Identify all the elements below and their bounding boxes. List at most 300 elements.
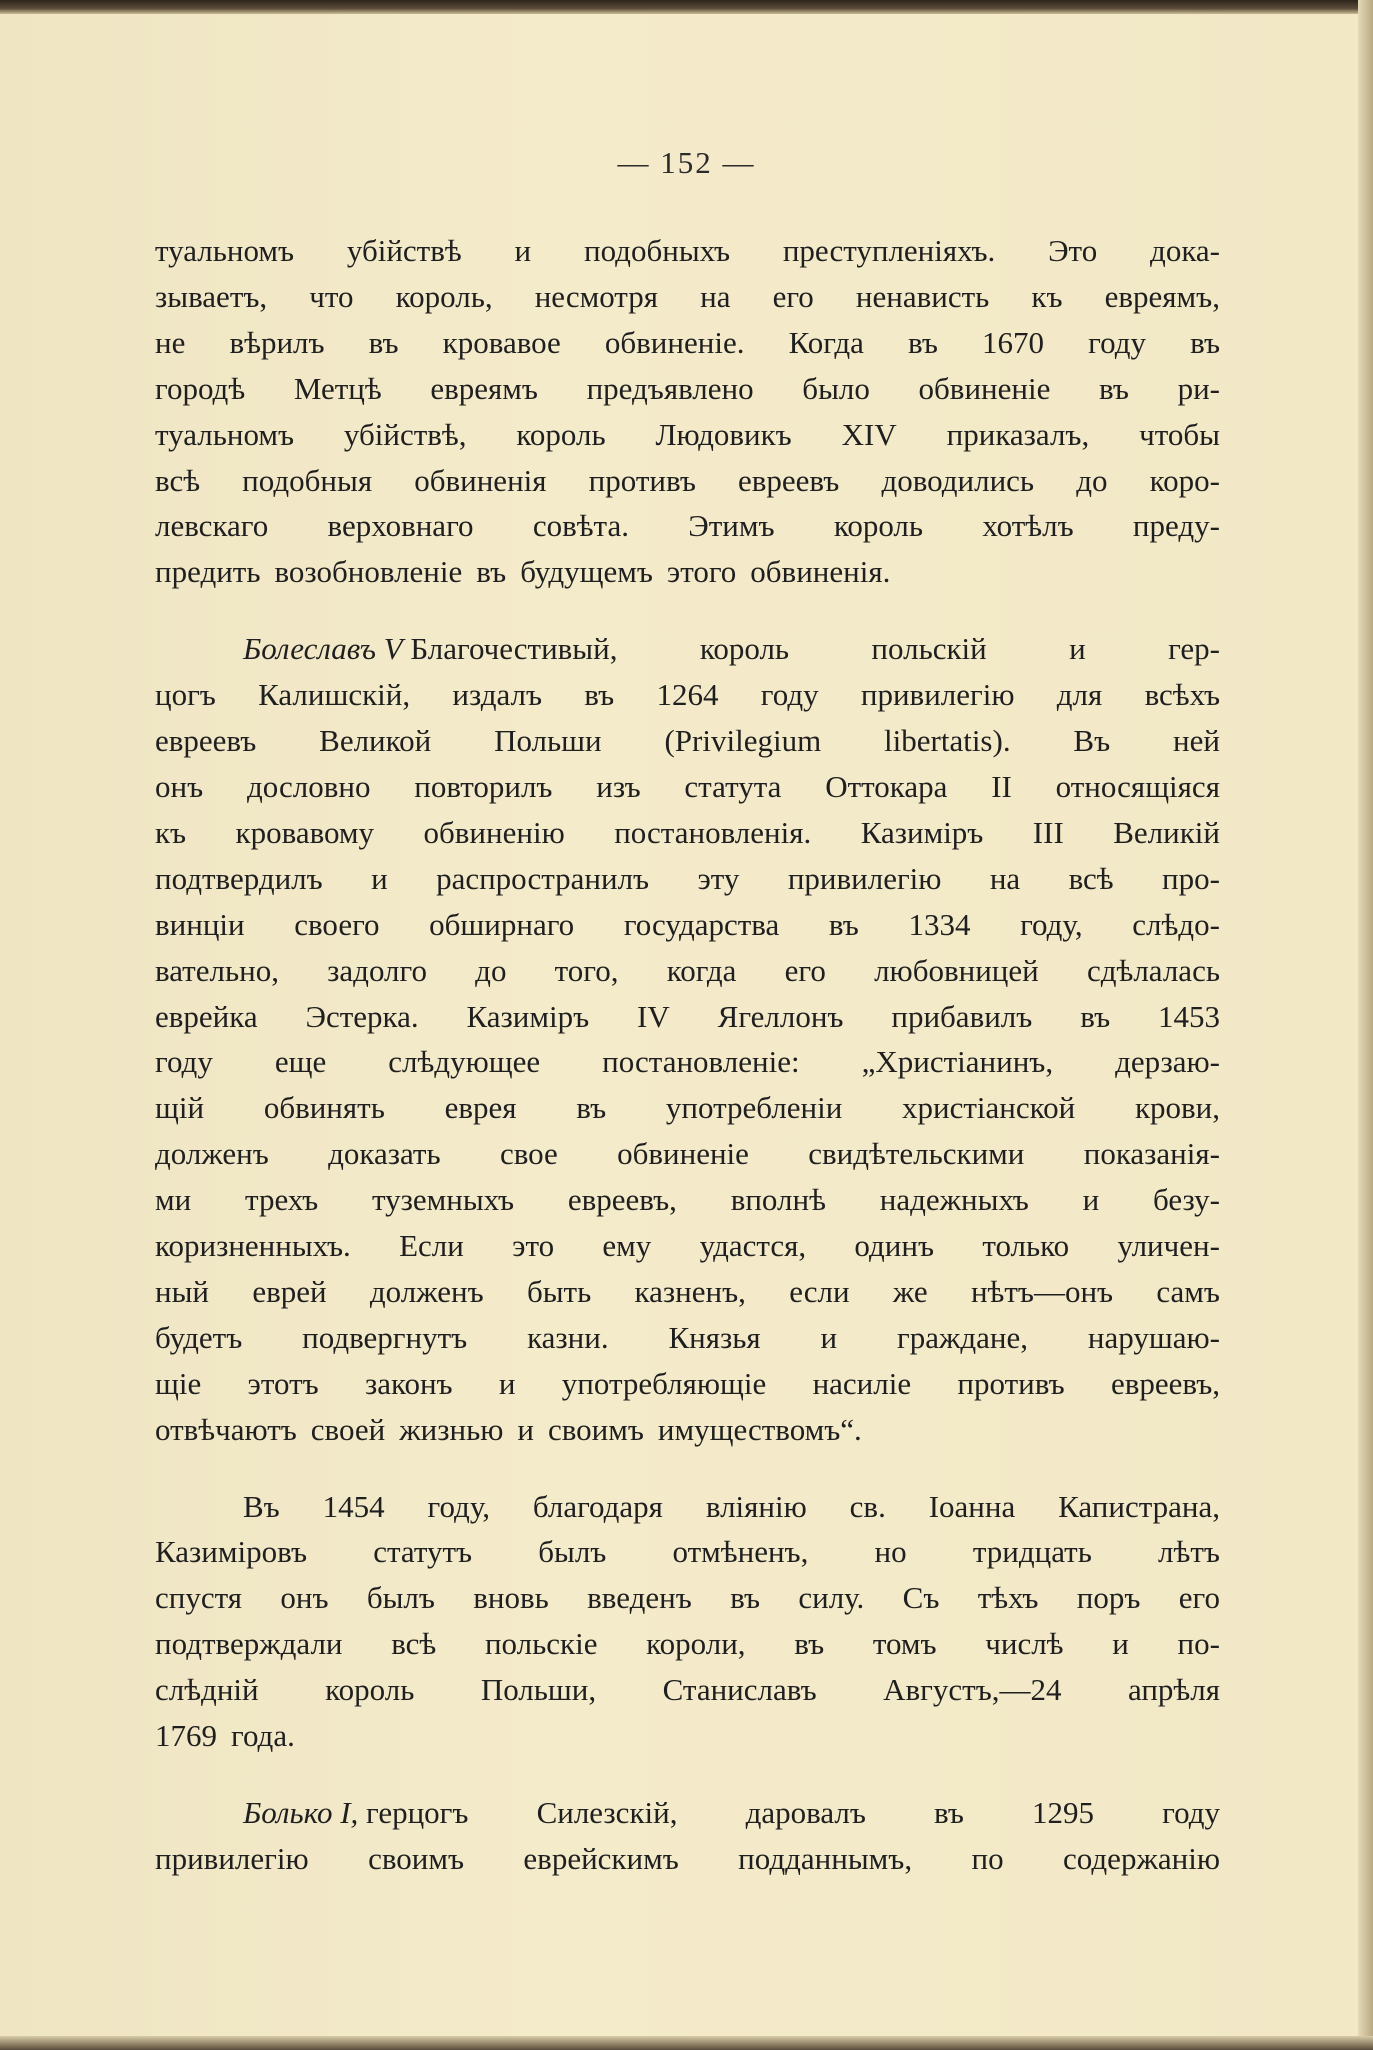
word-group — [155, 1790, 468, 1836]
word: безу- — [1153, 1182, 1220, 1218]
text-line — [155, 1667, 1220, 1713]
word: жизнью — [399, 1411, 504, 1447]
word: подобныя — [242, 462, 373, 498]
word: въ — [584, 677, 615, 713]
word: отвѣчаютъ — [155, 1411, 297, 1447]
word: привилегію — [155, 1840, 309, 1876]
word: и — [498, 1365, 516, 1401]
word: когда — [666, 952, 737, 988]
word: уличен- — [1117, 1228, 1220, 1264]
word: на — [700, 278, 731, 314]
word: долженъ — [369, 1273, 484, 1309]
word: въ — [730, 1580, 760, 1616]
word: обвиненіе — [617, 1136, 749, 1172]
word: вполнѣ — [730, 1182, 826, 1218]
word: Людовикъ — [655, 416, 792, 452]
word: коро- — [1149, 462, 1220, 498]
word: и — [371, 860, 388, 896]
word: Метцѣ — [293, 370, 382, 406]
text-line — [155, 718, 1220, 764]
word: если — [789, 1273, 850, 1309]
word: году — [1088, 324, 1146, 360]
word: возобновленіе — [274, 554, 463, 590]
word: евреевъ — [738, 462, 840, 498]
word: самъ — [1156, 1273, 1220, 1309]
word: Если — [399, 1228, 464, 1264]
word: Казиміръ — [466, 998, 590, 1034]
word: распространилъ — [436, 860, 650, 896]
word: противъ — [957, 1365, 1065, 1401]
word: Князья — [668, 1319, 761, 1355]
word: тѣхъ — [977, 1580, 1039, 1616]
word: имуществомъ“. — [657, 1411, 862, 1447]
word: крови, — [1134, 1090, 1220, 1126]
word: этотъ — [247, 1365, 319, 1401]
body-text — [155, 228, 1220, 1882]
word: статутъ — [373, 1534, 473, 1570]
word: XIV — [841, 416, 897, 452]
word: любовницей — [874, 952, 1039, 988]
word: содержанію — [1063, 1840, 1220, 1876]
paragraph-gap — [155, 1759, 1220, 1790]
text-line — [155, 320, 1220, 366]
word: только — [982, 1228, 1070, 1264]
word: поръ — [1076, 1580, 1141, 1616]
text-line — [155, 412, 1220, 458]
text-line — [155, 458, 1220, 504]
word: убійствѣ — [346, 233, 462, 268]
word-group — [155, 626, 617, 672]
page-top-edge — [0, 0, 1373, 14]
text-line — [155, 1315, 1220, 1361]
word: II — [991, 768, 1012, 804]
word: туальномъ — [155, 233, 295, 268]
word: верховнаго — [327, 508, 474, 544]
word: лѣтъ — [1158, 1534, 1220, 1570]
word: и — [1082, 1182, 1100, 1218]
word: Станиславъ — [662, 1672, 817, 1708]
word: вновь — [473, 1580, 549, 1616]
paragraph — [155, 1790, 1220, 1882]
word: Это — [1048, 233, 1098, 268]
word: даровалъ — [745, 1795, 866, 1830]
word: libertatis). — [884, 723, 1011, 759]
word: граждане, — [897, 1319, 1029, 1355]
word: кровавое — [442, 324, 561, 360]
word: до — [475, 952, 507, 988]
word: подвергнутъ — [302, 1319, 468, 1355]
word: левскаго — [155, 508, 269, 544]
word: сдѣлалась — [1086, 952, 1220, 988]
word: было — [802, 370, 870, 406]
word: Въ — [1073, 723, 1111, 759]
word: всѣ — [155, 462, 201, 498]
word: 1454 — [322, 1488, 385, 1524]
word: ный — [155, 1273, 210, 1309]
word: его — [784, 952, 826, 988]
word: постановленіе: — [602, 1044, 800, 1080]
word: 1670 — [982, 324, 1045, 360]
word: св. — [849, 1488, 886, 1524]
word: ненависть — [855, 278, 990, 314]
text-line — [155, 994, 1220, 1040]
word: кровавому — [235, 814, 375, 850]
word: къ — [1031, 278, 1063, 314]
paragraph-gap — [155, 1453, 1220, 1484]
word: цогъ — [155, 677, 216, 713]
word: обвиненіе — [918, 370, 1051, 406]
word: Съ — [902, 1580, 940, 1616]
word: Польши — [494, 723, 602, 759]
text-line — [155, 1790, 1220, 1836]
text-line — [155, 1223, 1220, 1269]
word: что — [309, 278, 354, 314]
word: онъ — [155, 768, 204, 804]
word: дерзаю- — [1115, 1044, 1220, 1080]
paragraph — [155, 626, 1220, 1452]
text-line — [155, 1131, 1220, 1177]
word: и — [820, 1319, 838, 1355]
word: ней — [1172, 723, 1220, 759]
word: въ — [476, 554, 507, 590]
word: нарушаю- — [1087, 1319, 1220, 1355]
word: коризненныхъ. — [155, 1228, 351, 1264]
word: обвиненія. — [750, 554, 891, 590]
word: на — [989, 860, 1021, 896]
word: былъ — [366, 1580, 435, 1616]
text-line — [155, 1085, 1220, 1131]
word: обвинять — [263, 1090, 385, 1126]
word: Великій — [1113, 814, 1220, 850]
word: обвиненію — [423, 814, 565, 850]
word: надежныхъ — [879, 1182, 1029, 1218]
word: король, — [395, 278, 493, 314]
word: же — [892, 1273, 928, 1309]
word: по- — [1177, 1626, 1220, 1662]
word: году, — [427, 1488, 490, 1524]
word: подтверждали — [155, 1626, 343, 1662]
text-line — [155, 764, 1220, 810]
word: издалъ — [452, 677, 543, 713]
word: про- — [1162, 860, 1220, 896]
word: вѣрилъ — [229, 324, 325, 360]
word: показанія- — [1083, 1136, 1220, 1172]
word: предъявлено — [586, 370, 754, 406]
word: христіанской — [902, 1090, 1076, 1126]
word: не — [155, 324, 186, 360]
text-line — [155, 274, 1220, 320]
text-line — [155, 902, 1220, 948]
text-line — [155, 1484, 1220, 1530]
word: въ — [1099, 370, 1129, 406]
text-line — [155, 1407, 1220, 1453]
word: этого — [666, 554, 737, 590]
word: долженъ — [155, 1136, 269, 1172]
word: свое — [499, 1136, 558, 1172]
word: и — [514, 233, 532, 268]
word: Іоанна — [928, 1488, 1016, 1524]
word: изъ — [596, 768, 641, 804]
word: въ — [1190, 324, 1220, 360]
word: въ — [368, 324, 399, 360]
word: (Privilegium — [664, 723, 822, 759]
word: апрѣля — [1127, 1672, 1220, 1708]
text-line — [155, 366, 1220, 412]
word: ри- — [1177, 370, 1220, 406]
word: подтвердилъ — [155, 860, 323, 896]
word: вліянію — [705, 1488, 807, 1524]
word: евреямъ — [430, 370, 538, 406]
word: король — [833, 508, 924, 544]
word: Ягеллонъ — [717, 998, 844, 1034]
word: 1453 — [1158, 998, 1220, 1034]
word: своей — [310, 1411, 386, 1447]
word: его — [772, 278, 814, 314]
word: евреевъ — [155, 723, 257, 759]
word: въ — [934, 1795, 964, 1830]
word: несмотря — [534, 278, 658, 314]
word: Казиміровъ — [155, 1534, 307, 1570]
word: Силезскій, — [536, 1795, 678, 1830]
text-line — [155, 1575, 1220, 1621]
word: всѣ — [1068, 860, 1114, 896]
word: казненъ, — [634, 1273, 746, 1309]
word: до — [1076, 462, 1108, 498]
word: для — [1056, 677, 1103, 713]
word: польскіе — [484, 1626, 598, 1662]
word: прибавилъ — [891, 998, 1033, 1034]
word: нѣтъ—онъ — [970, 1273, 1114, 1309]
text-line — [155, 228, 1220, 274]
word: постановленія. — [614, 814, 812, 850]
word: Великой — [319, 723, 432, 759]
word: трехъ — [245, 1182, 319, 1218]
word: подданнымъ, — [738, 1840, 913, 1876]
word: своимъ — [368, 1840, 464, 1876]
word: законъ — [364, 1365, 453, 1401]
word: польскій — [871, 631, 987, 667]
word: по — [971, 1840, 1004, 1876]
word: его — [1178, 1580, 1220, 1616]
word: и — [1112, 1626, 1129, 1662]
word: еврей — [252, 1273, 327, 1309]
word: евреевъ, — [1110, 1365, 1220, 1401]
text-line — [155, 810, 1220, 856]
word: доказать — [328, 1136, 441, 1172]
word: числѣ — [985, 1626, 1064, 1662]
word: благодаря — [532, 1488, 663, 1524]
word: году — [1162, 1795, 1220, 1830]
word: обвиненіе. — [604, 324, 745, 360]
word: хотѣлъ — [982, 508, 1074, 544]
word: онъ — [280, 1580, 329, 1616]
word: привилегію — [787, 860, 942, 896]
text-line — [155, 948, 1220, 994]
word: Оттокара — [825, 768, 948, 804]
word: туальномъ — [155, 416, 295, 452]
paragraph-gap — [155, 595, 1220, 626]
word: чтобы — [1139, 416, 1220, 452]
word: Польши, — [480, 1672, 597, 1708]
text-line — [155, 672, 1220, 718]
word: Эстерка. — [305, 998, 419, 1034]
word: убійствѣ, — [343, 416, 467, 452]
word: 1769 — [155, 1718, 217, 1754]
word: 1295 — [1032, 1795, 1095, 1830]
word: насиліе — [812, 1365, 912, 1401]
text-line — [155, 1836, 1220, 1882]
word: статута — [684, 768, 782, 804]
word: государства — [623, 906, 780, 942]
word: году — [155, 1044, 213, 1080]
word: туземныхъ — [371, 1182, 515, 1218]
word: преступленіяхъ. — [782, 233, 996, 268]
word: 1334 — [908, 906, 971, 942]
word: году — [760, 677, 819, 713]
text-line — [155, 1269, 1220, 1315]
word: въ — [794, 1626, 825, 1662]
word-group: Въ — [243, 1488, 280, 1524]
word: слѣдо- — [1132, 906, 1220, 942]
word: одинъ — [854, 1228, 935, 1264]
word: еврея — [444, 1090, 517, 1126]
word: „Христіанинъ, — [861, 1044, 1054, 1080]
paragraph — [155, 1484, 1220, 1759]
word: но — [874, 1534, 907, 1570]
word: удастся, — [699, 1228, 807, 1264]
word: король — [699, 631, 790, 667]
word: казни. — [527, 1319, 609, 1355]
word: евреевъ, — [567, 1182, 677, 1218]
paragraph — [155, 228, 1220, 595]
word: употребляющіе — [561, 1365, 767, 1401]
word-group: Болеславъ V Благочестивый, — [243, 626, 617, 672]
word: эту — [697, 860, 740, 896]
word: дословно — [246, 768, 371, 804]
word: года. — [231, 1718, 295, 1754]
word: отмѣненъ, — [672, 1534, 809, 1570]
word: привилегію — [860, 677, 1015, 713]
word: городѣ — [155, 370, 246, 406]
word: щіе — [155, 1365, 202, 1401]
word: задолго — [327, 952, 427, 988]
word: еврейскимъ — [523, 1840, 679, 1876]
word: всѣхъ — [1144, 677, 1220, 713]
text-line — [155, 1039, 1220, 1085]
text-line — [155, 1177, 1220, 1223]
word: относящіяся — [1055, 768, 1220, 804]
word: Казиміръ — [860, 814, 984, 850]
word: приказалъ, — [946, 416, 1090, 452]
word: силу. — [798, 1580, 865, 1616]
text-line — [155, 856, 1220, 902]
word: Августъ,—24 — [883, 1672, 1062, 1708]
word: ми — [155, 1182, 192, 1218]
word: доводились — [881, 462, 1035, 498]
italic-name: Болеславъ V — [243, 631, 403, 667]
word: зываетъ, — [155, 278, 268, 314]
italic-name: Болько I, — [243, 1795, 359, 1830]
word: своимъ — [547, 1411, 644, 1447]
page-number: — 152 — — [617, 145, 756, 180]
word: введенъ — [587, 1580, 692, 1616]
word: совѣта. — [532, 508, 629, 544]
word: дока- — [1150, 233, 1220, 268]
word: быть — [526, 1273, 592, 1309]
word: былъ — [538, 1534, 607, 1570]
word: противъ — [588, 462, 696, 498]
word: III — [1032, 814, 1064, 850]
word: короли, — [646, 1626, 746, 1662]
text-line — [155, 1529, 1220, 1575]
word: въ — [828, 906, 859, 942]
word: своего — [294, 906, 380, 942]
word: въ — [576, 1090, 607, 1126]
word: Этимъ — [688, 508, 775, 544]
word: Калишскій, — [258, 677, 411, 713]
word: Капистрана, — [1058, 1488, 1220, 1524]
word: всѣ — [391, 1626, 437, 1662]
word: Когда — [788, 324, 864, 360]
word: это — [512, 1228, 555, 1264]
word-group: Болько I, герцогъ — [243, 1790, 468, 1836]
word: обвиненія — [414, 462, 547, 498]
word: IV — [637, 998, 670, 1034]
word: ему — [602, 1228, 652, 1264]
word: и — [1069, 631, 1086, 667]
word: преду- — [1132, 508, 1220, 544]
word: гер- — [1168, 631, 1220, 667]
word: предить — [155, 554, 261, 590]
word: еще — [274, 1044, 327, 1080]
word: винціи — [155, 906, 245, 942]
word: щій — [155, 1090, 205, 1126]
text-line — [155, 1713, 1220, 1759]
word: король — [325, 1672, 415, 1708]
word: будущемъ — [520, 554, 653, 590]
page-right-edge — [1358, 0, 1373, 2050]
word: евреямъ, — [1104, 278, 1220, 314]
word: подобныхъ — [583, 233, 730, 268]
word: обширнаго — [429, 906, 575, 942]
word: въ — [908, 324, 938, 360]
text-line — [155, 503, 1220, 549]
text-line — [155, 626, 1220, 672]
word: томъ — [872, 1626, 937, 1662]
word: году, — [1020, 906, 1083, 942]
word: въ — [1080, 998, 1111, 1034]
word: къ — [155, 814, 187, 850]
word: слѣдній — [155, 1672, 259, 1708]
word: повторилъ — [414, 768, 553, 804]
word: употребленіи — [665, 1090, 843, 1126]
text-line — [155, 1621, 1220, 1667]
word: еврейка — [155, 998, 258, 1034]
text-line — [155, 549, 1220, 595]
word: тридцать — [972, 1534, 1092, 1570]
word: будетъ — [155, 1319, 243, 1355]
word: 1264 — [656, 677, 719, 713]
word: король — [516, 416, 606, 452]
word: свидѣтельскими — [808, 1136, 1025, 1172]
page-bottom-edge — [0, 2036, 1373, 2050]
text-line — [155, 1361, 1220, 1407]
word: того, — [554, 952, 619, 988]
word: и — [517, 1411, 534, 1447]
word: вательно, — [155, 952, 279, 988]
word: слѣдующее — [388, 1044, 541, 1080]
word: спустя — [155, 1580, 243, 1616]
